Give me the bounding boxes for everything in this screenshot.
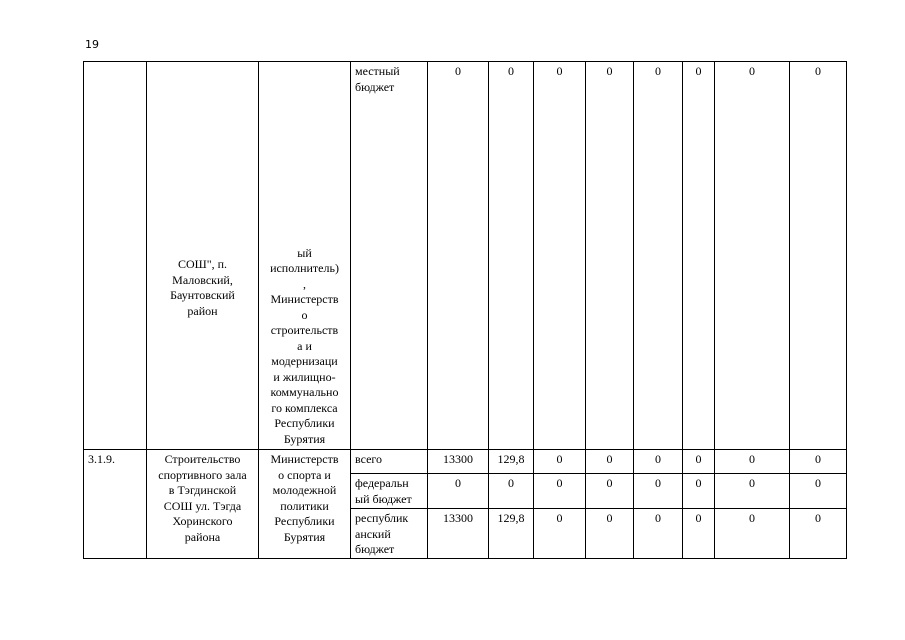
executor-text: Министерств о спорта и молодежной политики Республики Бурятия <box>259 450 351 559</box>
value-cell: 0 <box>534 62 586 450</box>
budget-category: федеральн ый бюджет <box>351 474 428 509</box>
budget-category: республик анский бюджет <box>351 509 428 559</box>
value-cell: 0 <box>790 450 847 474</box>
value-cell: 0 <box>683 450 715 474</box>
table-row-continued <box>84 62 847 450</box>
table-row-3-1-9-total <box>84 450 847 474</box>
value-cell: 0 <box>534 474 586 509</box>
value-cell: 0 <box>534 509 586 559</box>
value-cell: 0 <box>790 62 847 450</box>
value-cell: 0 <box>715 474 790 509</box>
value-cell: 0 <box>715 62 790 450</box>
value-cell: 0 <box>634 509 683 559</box>
executor-cell <box>259 62 351 450</box>
value-cell: 0 <box>489 62 534 450</box>
value-cell: 0 <box>634 450 683 474</box>
page-number: 19 <box>85 38 99 51</box>
object-cell <box>147 62 259 450</box>
value-cell: 13300 <box>428 509 489 559</box>
budget-table <box>83 61 847 559</box>
value-cell: 0 <box>715 509 790 559</box>
value-cell: 0 <box>683 62 715 450</box>
value-cell: 0 <box>586 474 634 509</box>
value-cell: 0 <box>534 450 586 474</box>
value-cell: 0 <box>683 474 715 509</box>
value-cell: 0 <box>586 509 634 559</box>
value-cell: 0 <box>489 474 534 509</box>
value-cell: 129,8 <box>489 450 534 474</box>
value-cell: 0 <box>428 62 489 450</box>
value-cell: 0 <box>586 450 634 474</box>
value-cell: 129,8 <box>489 509 534 559</box>
value-cell: 0 <box>715 450 790 474</box>
number-cell <box>84 62 147 450</box>
value-cell: 0 <box>790 509 847 559</box>
object-text: СОШ", п. Маловский, Баунтовский район <box>170 257 235 318</box>
row-number: 3.1.9. <box>84 450 147 559</box>
budget-category: всего <box>351 450 428 474</box>
value-cell: 0 <box>634 474 683 509</box>
object-text: Строительство спортивного зала в Тэгдинской СОШ ул. Тэгда Хоринского района <box>147 450 259 559</box>
value-cell: 0 <box>790 474 847 509</box>
executor-text: ый исполнитель) , Министерств о строительств а и модернизаци и жилищно- коммунально го комплекса Республики Бурятия <box>270 245 339 446</box>
value-cell: 0 <box>428 474 489 509</box>
budget-category: местный бюджет <box>351 62 428 450</box>
value-cell: 13300 <box>428 450 489 474</box>
value-cell: 0 <box>634 62 683 450</box>
value-cell: 0 <box>586 62 634 450</box>
value-cell: 0 <box>683 509 715 559</box>
